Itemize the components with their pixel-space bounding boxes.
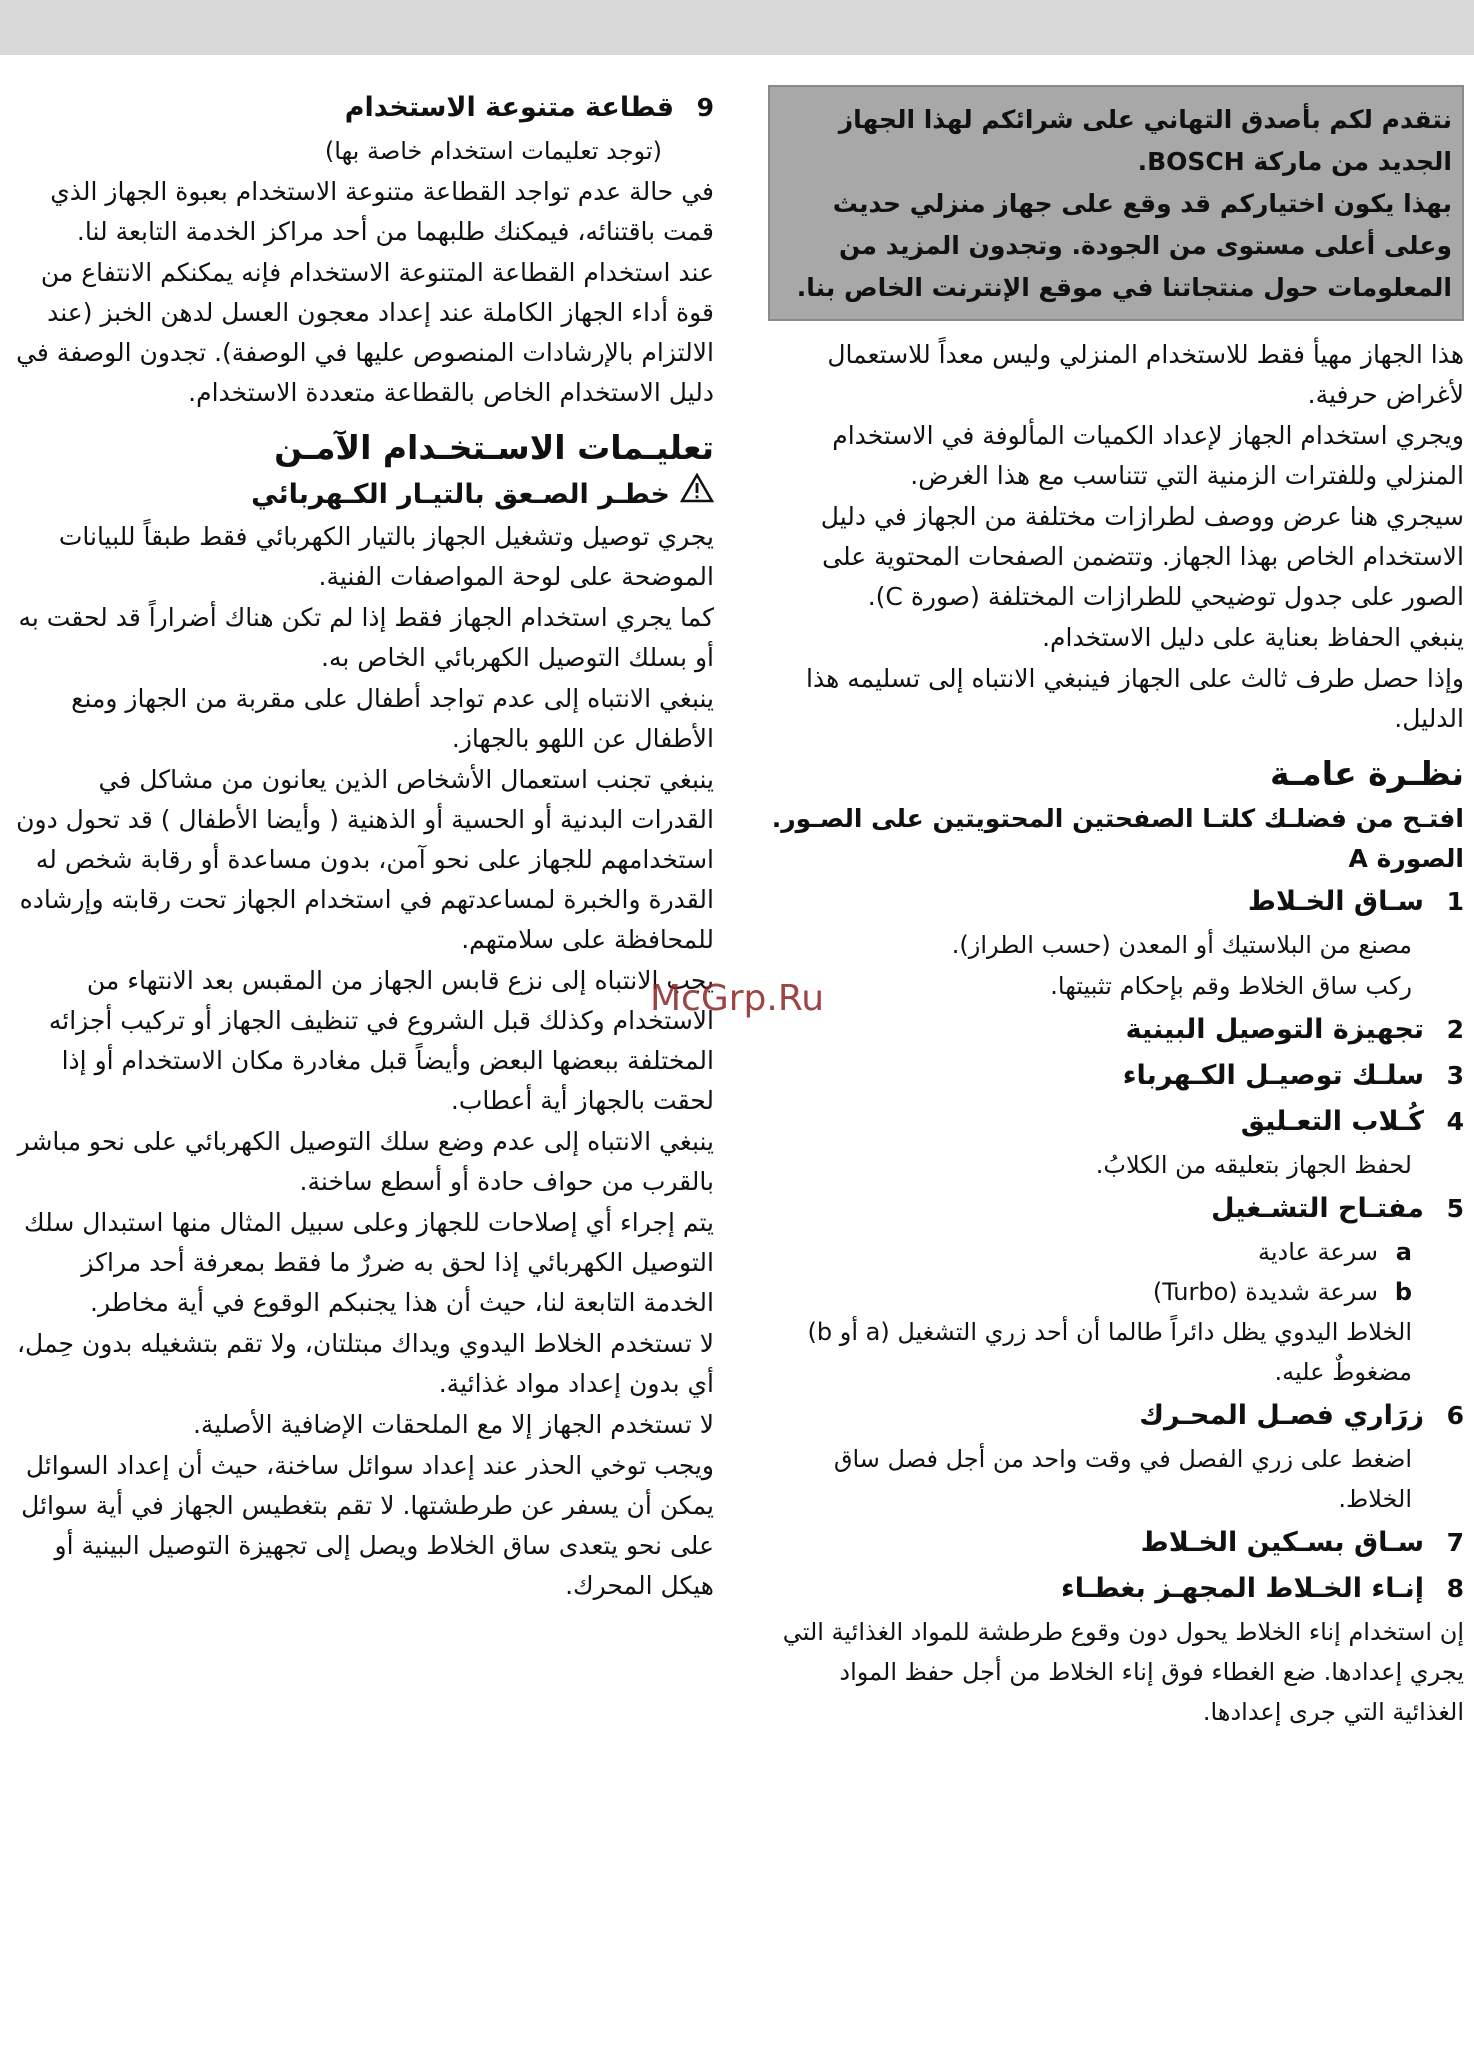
item-number: 7 [1446, 1528, 1464, 1557]
sub-item [768, 1232, 1464, 1272]
item-desc: اضغط على زري الفصل في وقت واحد من أجل فصل ساق الخلاط. [833, 1445, 1412, 1513]
item-number: 6 [1446, 1401, 1464, 1430]
item-number: 8 [1446, 1574, 1464, 1603]
warning-heading [14, 473, 714, 517]
safety-paragraph-10: ويجب توخي الحذر عند إعداد سوائل ساخنة، حيث أن إعداد السوائل يمكن أن يسفر عن طرطشتها. لا تقم بتغطيس الجهاز في أية سوائل على نحو يتعدى ساق الخلاط ويصل إلى تجهيزة التوصيل البينية أو هيكل المحرك. [21, 1451, 714, 1600]
item-title: سلـك توصيـل الكـهرباء [1122, 1060, 1424, 1091]
list-item [768, 1566, 1464, 1612]
overview-heading: نظـرة عامـة [1270, 754, 1464, 793]
item-number: 1 [1446, 887, 1464, 916]
list-item [768, 1099, 1464, 1145]
top-bar [0, 0, 1474, 55]
item-title: إنـاء الخـلاط المجهـز بغطـاء [1060, 1573, 1424, 1604]
list-item [768, 1053, 1464, 1099]
item-number: 9 [696, 93, 714, 122]
sub-text: سرعة شديدة (Turbo) [1152, 1278, 1378, 1306]
right-column [768, 85, 1464, 1733]
safety-paragraph-2: كما يجري استخدام الجهاز فقط إذا لم تكن هناك أضراراً قد لحقت به أو بسلك التوصيل الكهربائي الخاص به. [18, 603, 714, 672]
sub-item [768, 1272, 1464, 1312]
safety-paragraph-6: ينبغي الانتباه إلى عدم وضع سلك التوصيل الكهربائي على نحو مباشر بالقرب من حواف حادة أو أسطع ساخنة. [17, 1127, 714, 1196]
item-number: 5 [1446, 1194, 1464, 1223]
item-desc: لحفظ الجهاز بتعليقه من الكلابُ. [1095, 1151, 1412, 1179]
usage-paragraph-3: سيجري هنا عرض ووصف لطرازات مختلفة من الجهاز في دليل الاستخدام الخاص بهذا الجهاز. وتتضمن الصفحات المحتوية على الصور على جدول توضيحي للطرازات المختلفة (صورة C). [820, 502, 1464, 611]
safety-paragraph-4: ينبغي تجنب استعمال الأشخاص الذين يعانون من مشاكل في القدرات البدنية أو الحسية أو الذهنية ( وأيضا الأطفال ) قد تحول دون استخدامهم للجهاز على نحو آمن، بدون مساعدة أو رقابة شخص له القدرة والخبرة لمساعدتهم في استخدام الجهاز تحت رقابته وإرشاده للمحافظة على سلامتهم. [16, 765, 714, 954]
item9-subtitle: (توجد تعليمات استخدام خاصة بها) [324, 137, 662, 165]
figure-label: الصورة A [1348, 844, 1464, 873]
item9-paragraph-2: عند استخدام القطاعة المتنوعة الاستخدام فإنه يمكنكم الانتفاع من قوة أداء الجهاز الكاملة عند إعداد معجون العسل لدهن الخبز (عند الالتزام بالإرشادات المنصوص عليها في الوصفة). تجدون الوصفة في دليل الاستخدام الخاص بالقطاعة متعددة الاستخدام. [16, 258, 714, 407]
list-item [768, 879, 1464, 925]
usage-paragraph-5: وإذا حصل طرف ثالث على الجهاز فينبغي الانتباه إلى تسليمه هذا الدليل. [806, 664, 1464, 733]
item9-paragraph-1: في حالة عدم تواجد القطاعة متنوعة الاستخدام بعبوة الجهاز الذي قمت باقتنائه، فيمكنك طلبهما من أحد مراكز الخدمة التابعة لنا. [50, 177, 714, 246]
overview-instruction: افتـح من فضلـك كلتـا الصفحتين المحتويتين على الصـور. [771, 804, 1464, 833]
item-desc: مصنع من البلاستيك أو المعدن (حسب الطراز). [951, 931, 1412, 959]
usage-paragraph-4: ينبغي الحفاظ بعناية على دليل الاستخدام. [1042, 623, 1464, 652]
sub-letter: a [1395, 1238, 1412, 1266]
watermark: McGrp.Ru [650, 978, 825, 1019]
item-desc: ركب ساق الخلاط وقم بإحكام تثبيتها. [1050, 972, 1412, 1000]
list-item [14, 85, 714, 131]
list-item [768, 1007, 1464, 1053]
item-number: 2 [1446, 1015, 1464, 1044]
list-item [768, 1393, 1464, 1439]
intro-line-1: نتقدم لكم بأصدق التهاني على شرائكم لهذا الجهاز الجديد من ماركة BOSCH. [838, 105, 1452, 176]
item-title: مفتـاح التشـغيل [1211, 1193, 1424, 1224]
safety-paragraph-7: يتم إجراء أي إصلاحات للجهاز وعلى سبيل المثال منها استبدال سلك التوصيل الكهربائي إذا لحق به ضررٌ ما فقط بمعرفة أحد مراكز الخدمة التابعة لنا، حيث أن هذا يجنبكم الوقوع في أية مخاطر. [24, 1208, 714, 1317]
left-column [14, 85, 714, 1607]
sub-text: سرعة عادية [1257, 1238, 1378, 1266]
item-title: سـاق الخـلاط [1247, 886, 1424, 917]
item-number: 3 [1446, 1061, 1464, 1090]
item8-description: إن استخدام إناء الخلاط يحول دون وقوع طرطشة للمواد الغذائية التي يجري إعدادها. ضع الغطاء فوق إناء الخلاط من أجل حفظ المواد الغذائية التي جرى إعدادها. [782, 1618, 1464, 1726]
item-title: قطاعة متنوعة الاستخدام [344, 92, 674, 123]
safety-paragraph-5: يجب الانتباه إلى نزع قابس الجهاز من المقبس بعد الانتهاء من الاستخدام وكذلك قبل الشروع في تنظيف الجهاز أو تركيب أجزائه المختلفة ببعضها البعض وأيضاً قبل مغادرة مكان الاستخدام أو إذا لحقت بالجهاز أية أعطاب. [48, 966, 714, 1115]
usage-paragraph-2: ويجري استخدام الجهاز لإعداد الكميات المألوفة في الاستخدام المنزلي وللفترات الزمنية التي تتناسب مع هذا الغرض. [832, 421, 1464, 490]
safety-paragraph-9: لا تستخدم الجهاز إلا مع الملحقات الإضافية الأصلية. [192, 1410, 714, 1439]
intro-box [768, 85, 1464, 321]
item-number: 4 [1446, 1107, 1464, 1136]
item-title: تجهيزة التوصيل البينية [1125, 1014, 1424, 1045]
safety-paragraph-3: ينبغي الانتباه إلى عدم تواجد أطفال على مقربة من الجهاز ومنع الأطفال عن اللهو بالجهاز. [71, 684, 714, 753]
sub-letter: b [1394, 1278, 1412, 1306]
intro-line-2: بهذا يكون اختياركم قد وقع على جهاز منزلي حديث وعلى أعلى مستوى من الجودة. وتجدون المزيد من المعلومات حول منتجاتنا في موقع الإنترنت الخاص بنا. [796, 189, 1452, 302]
safety-paragraph-8: لا تستخدم الخلاط اليدوي ويداك مبتلتان، ولا تقم بتشغيله بدون حِمل، أي بدون إعداد مواد غذائية. [16, 1329, 714, 1398]
item-title: كُـلاب التعـليق [1240, 1106, 1424, 1137]
item-title: زرَاري فصـل المحـرك [1139, 1400, 1424, 1431]
list-item [768, 1520, 1464, 1566]
safety-paragraph-1: يجري توصيل وتشغيل الجهاز بالتيار الكهربائي فقط طبقاً للبيانات الموضحة على لوحة المواصفات الفنية. [58, 522, 714, 591]
warning-title: خطـر الصـعق بالتيـار الكـهربائي [251, 479, 670, 510]
warning-triangle-icon [680, 473, 714, 517]
switch-note: الخلاط اليدوي يظل دائراً طالما أن أحد زري التشغيل (a أو b) مضغوطٌ عليه. [807, 1318, 1412, 1386]
usage-paragraph-1: هذا الجهاز مهيأ فقط للاستخدام المنزلي وليس معداً للاستعمال لأغراض حرفية. [827, 340, 1464, 409]
item-title: سـاق بسـكين الخـلاط [1140, 1527, 1424, 1558]
list-item [768, 1186, 1464, 1232]
safety-heading: تعليـمات الاسـتخـدام الآمـن [274, 428, 714, 467]
